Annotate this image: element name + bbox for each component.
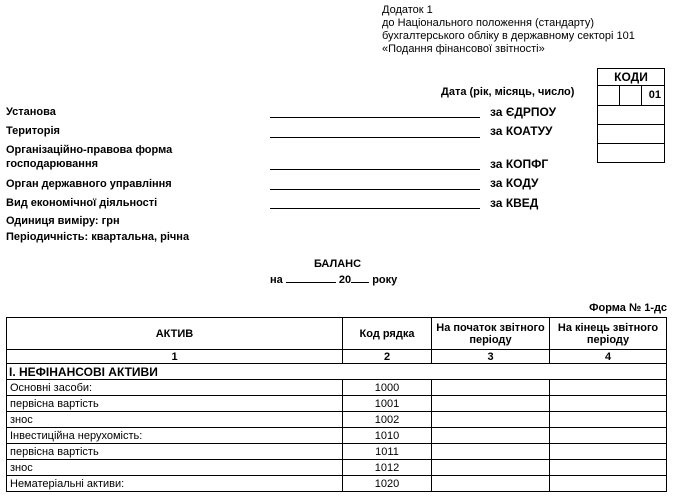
identifier-label: Територія — [6, 125, 60, 137]
row-label: первісна вартість — [7, 396, 343, 412]
end-period-cell[interactable] — [550, 476, 667, 492]
row-label: Основні засоби: — [7, 380, 343, 396]
start-period-cell[interactable] — [432, 476, 550, 492]
identifier-label: Орган державного управління — [6, 178, 172, 190]
table-row — [7, 412, 667, 428]
report-date-line — [270, 273, 397, 286]
start-period-cell[interactable] — [432, 396, 550, 412]
start-period-cell[interactable] — [432, 412, 550, 428]
end-period-cell[interactable] — [550, 444, 667, 460]
identifier-label: Вид економічної діяльності — [6, 197, 158, 209]
date-prefix: на — [270, 274, 283, 286]
section-title: I. НЕФІНАНСОВІ АКТИВИ — [7, 364, 667, 380]
row-label: Нематеріальні активи: — [7, 476, 343, 492]
row-code: 1010 — [343, 428, 432, 444]
row-label: первісна вартість — [7, 444, 343, 460]
report-date-blank[interactable] — [286, 273, 336, 283]
code-koatuu-cell[interactable] — [597, 125, 665, 144]
column-header: На кінець звітного періоду — [550, 318, 667, 350]
unit-of-measure: Одиниця виміру: грн — [6, 215, 120, 227]
appendix-line: Додаток 1 — [382, 4, 433, 16]
row-code: 1012 — [343, 460, 432, 476]
year-prefix: 20 — [338, 274, 352, 286]
identifier-code-label: за КОДУ — [490, 176, 539, 190]
periodicity: Періодичність: квартальна, річна — [6, 231, 190, 243]
identifier-code-label: за КОАТУУ — [490, 124, 553, 138]
appendix-line: бухгалтерського обліку в державному секторі 101 — [382, 30, 635, 42]
date-day-cell[interactable]: 01 — [648, 89, 661, 101]
year-suffix: року — [372, 274, 398, 286]
start-period-cell[interactable] — [432, 460, 550, 476]
start-period-cell[interactable] — [432, 380, 550, 396]
identifier-code-label: за КОПФГ — [490, 157, 549, 171]
end-period-cell[interactable] — [550, 428, 667, 444]
row-code: 1011 — [343, 444, 432, 460]
column-number: 3 — [432, 350, 550, 364]
balance-table — [6, 317, 667, 492]
row-label: знос — [7, 460, 343, 476]
column-header: Код рядка — [343, 318, 432, 350]
start-period-cell[interactable] — [432, 444, 550, 460]
end-period-cell[interactable] — [550, 460, 667, 476]
page-title: БАЛАНС — [313, 258, 362, 270]
date-year-cell[interactable] — [598, 86, 620, 105]
row-label: Інвестиційна нерухомість: — [7, 428, 343, 444]
date-month-cell[interactable] — [620, 86, 642, 105]
identifier-label: Організаційно-правова форма — [6, 144, 173, 156]
column-header: На початок звітного періоду — [432, 318, 550, 350]
table-row — [7, 380, 667, 396]
appendix-line: до Національного положення (стандарту) — [382, 17, 595, 29]
report-year-blank[interactable] — [351, 273, 369, 283]
date-label: Дата (рік, місяць, число) — [441, 86, 575, 98]
identifier-input-line[interactable] — [270, 208, 480, 209]
identifier-input-line[interactable] — [270, 117, 480, 118]
appendix-line: «Подання фінансової звітності» — [382, 43, 545, 55]
end-period-cell[interactable] — [550, 396, 667, 412]
identifier-label: Установа — [6, 106, 56, 118]
row-label: знос — [7, 412, 343, 428]
identifier-code-label: за КВЕД — [490, 196, 539, 210]
column-number-row — [7, 350, 667, 364]
codes-header: КОДИ — [597, 68, 665, 86]
codes-box — [597, 68, 665, 163]
table-row — [7, 428, 667, 444]
column-number: 2 — [343, 350, 432, 364]
identifier-code-label: за ЄДРПОУ — [490, 105, 557, 119]
code-kopfg-cell[interactable] — [597, 144, 665, 163]
code-edrpou-cell[interactable] — [597, 106, 665, 125]
identifier-input-line[interactable] — [270, 189, 480, 190]
table-row — [7, 396, 667, 412]
codes-date-row — [597, 86, 665, 106]
table-row — [7, 444, 667, 460]
identifier-label: господарювання — [6, 158, 99, 170]
table-row — [7, 476, 667, 492]
row-code: 1020 — [343, 476, 432, 492]
identifier-input-line[interactable] — [270, 169, 480, 170]
start-period-cell[interactable] — [432, 428, 550, 444]
row-code: 1002 — [343, 412, 432, 428]
column-number: 4 — [550, 350, 667, 364]
identifier-input-line[interactable] — [270, 137, 480, 138]
table-header-row — [7, 318, 667, 350]
end-period-cell[interactable] — [550, 380, 667, 396]
appendix-note — [382, 4, 672, 56]
column-number: 1 — [7, 350, 343, 364]
row-code: 1001 — [343, 396, 432, 412]
section-row — [7, 364, 667, 380]
column-header: АКТИВ — [7, 318, 343, 350]
form-number: Форма № 1-дс — [589, 302, 667, 314]
table-row — [7, 460, 667, 476]
row-code: 1000 — [343, 380, 432, 396]
end-period-cell[interactable] — [550, 412, 667, 428]
